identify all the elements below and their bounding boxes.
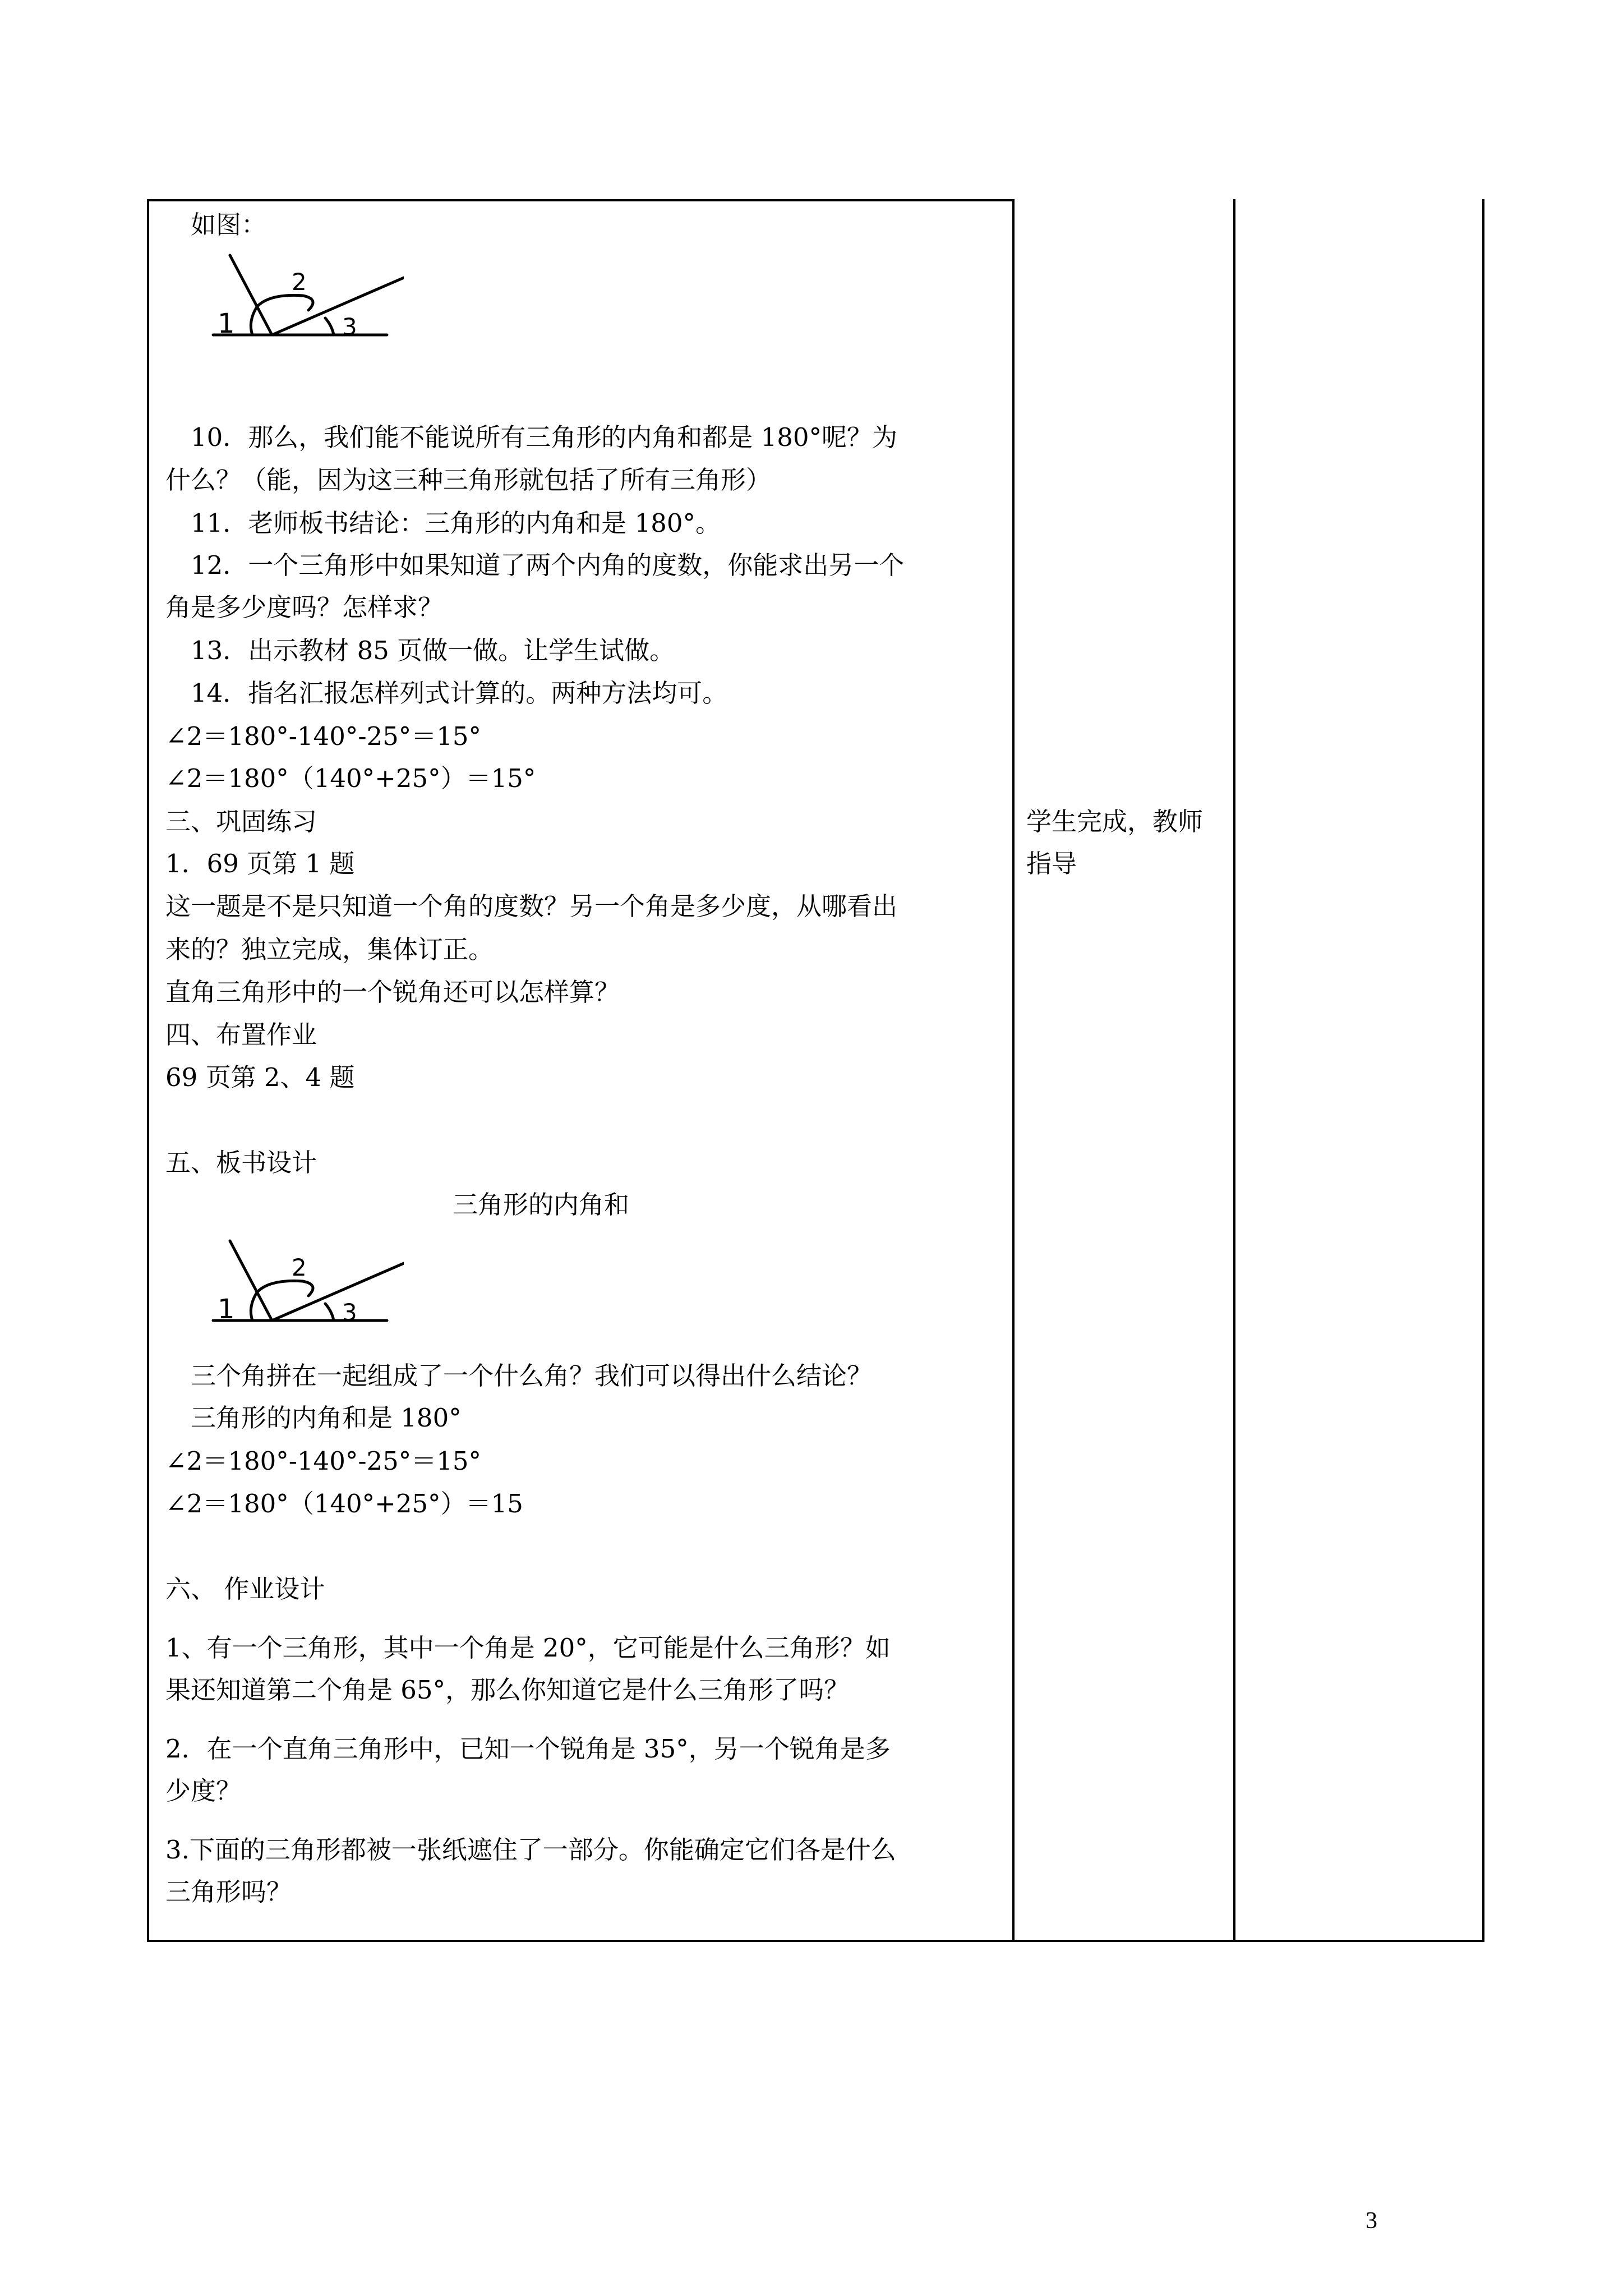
- question-11: 11．老师板书结论：三角形的内角和是 180°。: [191, 508, 721, 538]
- exercise-1-desc-line2: 来的？独立完成，集体订正。: [165, 935, 494, 964]
- table-right-border: [1482, 199, 1484, 1942]
- board-equation-1: ∠2＝180°-140°-25°＝15°: [165, 1446, 482, 1476]
- section-3-heading: 三、巩固练习: [165, 807, 317, 836]
- question-13: 13．出示教材 85 页做一做。让学生试做。: [191, 636, 675, 665]
- teacher-note-line2: 指导: [1026, 849, 1077, 878]
- design-3-line2: 三角形吗？: [165, 1877, 292, 1907]
- table-bottom-border: [147, 1940, 1484, 1942]
- column-divider-2: [1233, 199, 1235, 1942]
- question-10-line1: 10．那么，我们能不能说所有三角形的内角和都是 180°呢？为: [191, 422, 897, 452]
- board-question: 三个角拼在一起组成了一个什么角？我们可以得出什么结论？: [191, 1361, 873, 1391]
- exercise-1: 1．69 页第 1 题: [165, 849, 355, 878]
- angle-diagram-1: [208, 250, 404, 342]
- exercise-1-question: 直角三角形中的一个锐角还可以怎样算？: [165, 977, 620, 1007]
- section-4-heading: 四、布置作业: [165, 1020, 317, 1050]
- design-2-line2: 少度？: [165, 1776, 242, 1806]
- table-top-border: [147, 199, 1015, 201]
- design-3-line1: 3.下面的三角形都被一张纸遮住了一部分。你能确定它们各是什么: [165, 1835, 896, 1865]
- question-14: 14．指名汇报怎样列式计算的。两种方法均可。: [191, 678, 728, 708]
- angle-label-2: 2: [292, 1254, 307, 1281]
- angle-label-1: 1: [218, 308, 235, 339]
- figure-intro-label: 如图：: [191, 210, 267, 240]
- design-1-line1: 1、有一个三角形，其中一个角是 20°，它可能是什么三角形？如: [165, 1633, 891, 1663]
- design-2-line1: 2．在一个直角三角形中，已知一个锐角是 35°，另一个锐角是多: [165, 1734, 891, 1764]
- section-6-heading: 六、 作业设计: [165, 1574, 325, 1604]
- angle-label-3: 3: [342, 1299, 357, 1326]
- design-1-line2: 果还知道第二个角是 65°，那么你知道它是什么三角形了吗？: [165, 1675, 850, 1705]
- question-10-line2: 什么？（能，因为这三种三角形就包括了所有三角形）: [165, 465, 772, 495]
- board-equation-2: ∠2＝180°（140°+25°）＝15: [165, 1489, 523, 1519]
- teacher-note-line1: 学生完成，教师: [1026, 807, 1204, 836]
- question-12-line1: 12．一个三角形中如果知道了两个内角的度数，你能求出另一个: [191, 550, 905, 580]
- homework-assignment: 69 页第 2、4 题: [165, 1062, 355, 1092]
- equation-1: ∠2＝180°-140°-25°＝15°: [165, 721, 482, 751]
- page-number: 3: [1366, 2208, 1377, 2234]
- column-divider-1: [1012, 199, 1015, 1942]
- angle-label-2: 2: [292, 268, 307, 296]
- board-title: 三角形的内角和: [453, 1190, 630, 1220]
- section-5-heading: 五、板书设计: [165, 1148, 317, 1177]
- table-left-border: [147, 199, 149, 1942]
- question-12-line2: 角是多少度吗？怎样求？: [165, 592, 444, 622]
- angle-label-3: 3: [342, 313, 357, 341]
- board-conclusion: 三角形的内角和是 180°: [191, 1403, 462, 1433]
- angle-label-1: 1: [218, 1294, 235, 1325]
- equation-2: ∠2＝180°（140°+25°）＝15°: [165, 763, 536, 793]
- angle-diagram-2: [208, 1235, 404, 1328]
- exercise-1-desc-line1: 这一题是不是只知道一个角的度数？另一个角是多少度，从哪看出: [165, 891, 898, 921]
